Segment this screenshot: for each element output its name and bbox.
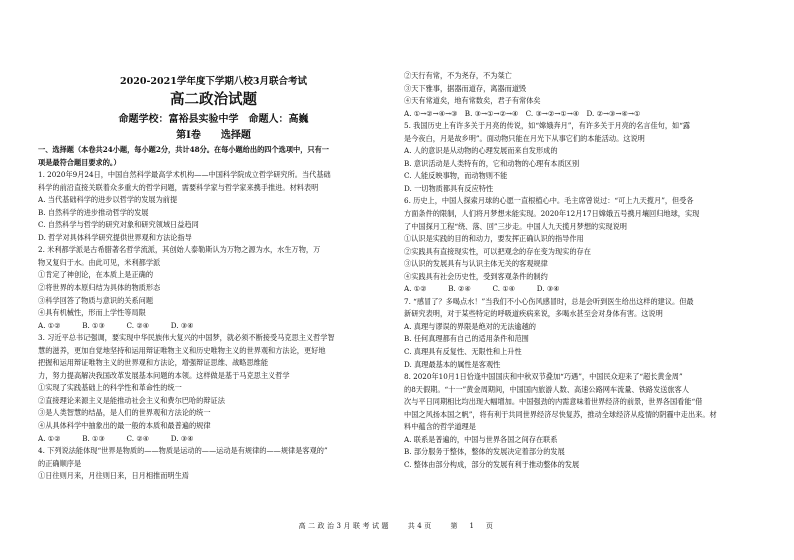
subject-title: 高二政治试题 (170, 91, 257, 108)
q6-statement-2: ②实践具有直接现实性，可以把观念的存在变为现实的存在 (404, 246, 591, 256)
q2-stem-cont: 物又复归于水。由此可见，米利都学派 (38, 257, 161, 267)
q2-statement-1: ①肯定了神创论，在本质上是正确的 (38, 270, 154, 280)
q8-stem-cont: 中国之风扬本国之帆”，将有利于共同世界经济尽快复苏，推动全球经济从疫情的阴霾中走出来。材 (404, 409, 717, 419)
q2-options: A. ①② B. ①③ C. ②④ D. ③④ (38, 320, 194, 330)
q6-stem-cont: 方面条件的限制，人们将月梦想未能实现。2020年12月17日嫦娥五号携月壤回归地球，实现 (404, 209, 700, 219)
q4-stem: 4. 下列说法能体现“世界是物质的——物质是运动的——运动是有规律的——规律是客观的” (38, 446, 328, 456)
part-title: 第Ⅰ卷 选择题 (176, 130, 251, 141)
q6-statement-4: ④实践具有社会历史性，受到客观条件的制约 (404, 271, 548, 281)
q5-option-b: B. 意识活动是人类特有的，它和动物的心理有本质区别 (404, 158, 580, 168)
q1-stem: 1. 2020年9月24日，中国自然科学最高学术机构——中国科学院成立哲学研究所。当代基础 (38, 170, 331, 180)
q1-stem-cont: 科学的前沿直接关联着众多重大的哲学问题，需要科学家与哲学家来携手推进。材料表明 (38, 182, 319, 192)
q6-statement-1: ①认识是实践的目的和动力，要发挥正确认识的指导作用 (404, 234, 584, 244)
q8-stem: 8. 2020年10月1日恰逢中国国庆和中秋双节叠加“巧遇”，中国民众迎来了“超长黄金周” (404, 372, 683, 382)
q8-stem-cont: 料中蕴含的哲学道理是 (404, 422, 476, 432)
q5-option-d: D. 一切物质都具有反应特性 (404, 183, 494, 193)
q8-option-a: A. 联系是普遍的，中国与世界各国之间存在联系 (404, 434, 558, 444)
q3-stem-cont: 把握和运用辩证唯物主义的世界观和方法论，增强辩证思维、战略思维能 (38, 358, 269, 368)
q1-option-c: C. 自然科学与哲学的研究对象和研究领域日益趋同 (38, 220, 199, 230)
q5-stem-cont: 是今夜白，月是故乡明”。面动物只能在月光下从事它们的本能活动。这说明 (404, 133, 645, 143)
q7-option-a: A. 真理与谬误的界限是绝对的无法逾越的 (404, 321, 536, 331)
q1-option-b: B. 自然科学的进步推动哲学的发展 (38, 207, 149, 217)
q7-option-d: D. 真理最基本的属性是客观性 (404, 359, 501, 369)
q3-statement-3: ③是人类智慧的结晶，是人们的世界观和方法论的统一 (38, 408, 211, 418)
q3-stem: 3. 习近平总书记强调，要实现中华民族伟大复兴的中国梦，就必须不断接受马克思主义哲学智 (38, 333, 335, 343)
q1-option-d: D. 哲学对具体科学研究提供世界观和方法论指导 (38, 232, 192, 242)
section-instruction-cont: 项是最符合题目要求的。） (38, 157, 121, 167)
section-instruction: 一、选择题（本卷共24小题，每小题2分，共计48分。在每小题给出的四个选项中，只有一 (38, 145, 329, 154)
q3-stem-cont: 慧的滋养，更加自觉地坚持和运用辩证唯物主义和历史唯物主义的世界观和方法论，更好地 (38, 345, 326, 355)
q5-option-c: C. 人能反映事物，而动物则不能 (404, 171, 508, 181)
q3-stem-cont: 力，努力提高解决我国改革发展基本问题的本领。这样做是基于马克思主义哲学 (38, 370, 290, 380)
q8-stem-cont: 的8天假期。“十一”黄金周期间，中国国内旅游人数、高速公路网车流量、铁路发送旅客人 (404, 384, 690, 394)
q7-option-c: C. 真理具有反复性、无限性和上升性 (404, 347, 522, 357)
q3-statement-2: ②直接理论来源主义是能推动社会主义和费尔巴哈的辩证法 (38, 395, 225, 405)
q4-statement-1: ①日往则月来，月往则日来，日月相推而明生焉 (38, 471, 189, 481)
q4-statement-4: ④天有常道矣，地有常数矣，君子有常体矣 (404, 96, 541, 106)
q5-stem: 5. 我国历史上有许多关于月亮的传说，如“嫦娥奔月”，有许多关于月亮的名言佳句，如“露 (404, 121, 691, 131)
q4-stem-cont: 的正确顺序是 (38, 458, 82, 468)
q2-statement-2: ②将世界的本原归结为具体的物质形态 (38, 283, 161, 293)
school-info: 命题学校：富裕县实验中学 命题人：高巍 (118, 114, 309, 125)
page-footer (0, 521, 794, 531)
q6-stem-cont: 了中国探月工程“绕、落、回”三步走。中国人九天揽月梦想的实现说明 (404, 221, 627, 231)
q4-statement-3: ③天下雅事，据器而道存，离器而道毁 (404, 83, 527, 93)
q7-stem: 7. “感冒了？多喝点水！”当我们不小心伤风感冒时，总是会听到医生给出这样的建议。但最 (404, 296, 694, 306)
left-column (38, 0, 389, 483)
q4-statement-2: ②天行有常，不为尧存，不为桀亡 (404, 71, 512, 80)
q3-options: A. ①② B. ①③ C. ②④ D. ③④ (38, 433, 194, 443)
q8-stem-cont: 次与平日同期相比均出现大幅增加。中国强劲的内需意味着世界经济的前景，世界各国看能“借 (404, 397, 703, 407)
q8-option-c: C. 整体由部分构成，部分的发展有利于推动整体的发展 (404, 459, 580, 469)
footer-page-number: 第 1 页 (450, 522, 496, 530)
q6-options: A. ①② B. ②④ C. ①④ D. ③④ (404, 284, 560, 294)
q1-option-a: A. 当代基础科学的进步以哲学的发展为前提 (38, 195, 178, 205)
q5-option-a: A. 人的意识是从动物的心理发展而来自发形成的 (404, 146, 558, 156)
q4-options: A. ①→②→④→③ B. ③→①→②→④ C. ③→②→①→④ D. ②→③→④→① (404, 108, 641, 118)
right-column (404, 0, 762, 472)
q8-option-b: B. 部分服务于整体，整体的发展决定着部分的发展 (404, 447, 565, 457)
q2-stem: 2. 米利都学派是古希腊著名哲学流派，其创始人泰勒斯认为万物之源为水，水生万物，万 (38, 245, 321, 255)
q7-option-b: B. 任何真理都有自己的适用条件和范围 (404, 334, 529, 344)
footer-subject: 高二政治3月联考试题 (298, 522, 392, 530)
q6-stem: 6. 历史上，中国人探索月球的心愿一直根植心中。毛主席曾说过：“可上九天揽月”，但受各 (404, 196, 694, 206)
footer-total-pages: 共4页 (407, 522, 434, 530)
q6-statement-3: ③认识的发展具有与认识主体无关的客观规律 (404, 259, 548, 269)
exam-title: 2020-2021学年度下学期八校3月联合考试 (120, 76, 307, 87)
q2-statement-4: ④具有机械性，形而上学性等局限 (38, 308, 146, 318)
q3-statement-1: ①实现了实践基础上的科学性和革命性的统一 (38, 383, 182, 393)
q7-stem-cont: 新研究表明，对于某些特定的呼吸道疾病来说，多喝水甚至会对身体有害。这说明 (404, 309, 663, 319)
q3-statement-4: ④从具体科学中抽象出的最一般的本质和最普遍的规律 (38, 421, 211, 431)
q2-statement-3: ③科学回答了物质与意识的关系问题 (38, 295, 154, 305)
